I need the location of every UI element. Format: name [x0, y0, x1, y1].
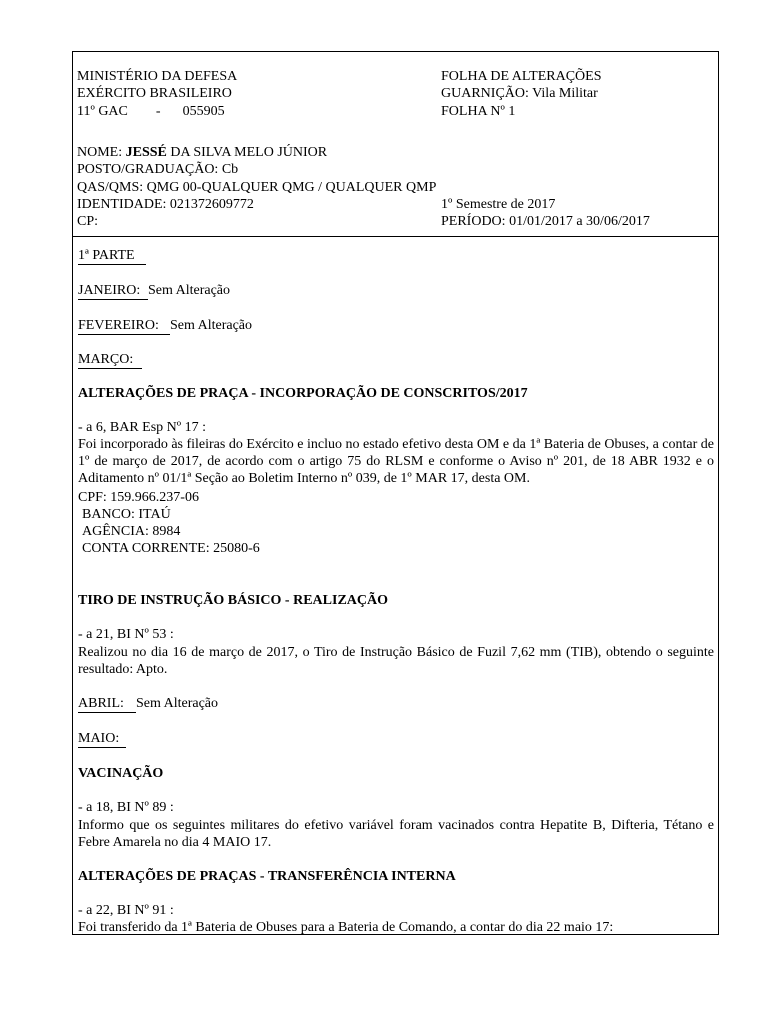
vaccination-reference: - a 18, BI Nº 89 : — [78, 800, 174, 815]
identity-line — [77, 197, 254, 213]
garrison-line — [441, 86, 598, 102]
agency-line: AGÊNCIA: 8984 — [82, 524, 181, 539]
qas-line: QAS/QMS: QMG 00-QUALQUER QMG / QUALQUER QMP — [77, 180, 437, 195]
document-body — [73, 237, 718, 934]
account-line: CONTA CORRENTE: 25080-6 — [82, 541, 260, 556]
march-text: Foi incorporado às fileiras do Exército e incluo no estado efetivo desta OM e da 1ª Bateria de Obuses, a contar de 1º de março de 2017, de acordo com o artigo 75 do RLSM e conforme o Aviso nº 201, de 18 ABR 1932 e o Aditamento nº 01/1ª Seção ao Boletim Interno nº 039, de 1º MAR 17, desta OM. — [78, 437, 714, 486]
sheet-number: FOLHA Nº 1 — [441, 104, 516, 119]
tib-heading: TIRO DE INSTRUÇÃO BÁSICO - REALIZAÇÃO — [78, 593, 388, 608]
april-value: Sem Alteração — [136, 696, 219, 711]
name-first: JESSÉ — [125, 145, 167, 160]
part-label: 1ª PARTE — [78, 248, 146, 265]
name-label: NOME: — [77, 145, 123, 160]
vaccination-heading: VACINAÇÃO — [78, 766, 164, 781]
unit-separator: - — [155, 104, 161, 119]
may-line — [78, 731, 126, 748]
rank-value: Cb — [221, 162, 239, 177]
identity-value: 021372609772 — [169, 197, 254, 212]
name-rest: DA SILVA MELO JÚNIOR — [170, 145, 328, 160]
march-label: MARÇO: — [78, 352, 142, 369]
garrison-label: GUARNIÇÃO: — [441, 86, 529, 101]
period-label: PERÍODO: — [441, 214, 506, 229]
transfer-reference: - a 22, BI Nº 91 : — [78, 903, 174, 918]
may-label: MAIO: — [78, 731, 126, 748]
garrison-value: Vila Militar — [532, 86, 598, 101]
april-label: ABRIL: — [78, 696, 136, 713]
ministry-line: MINISTÉRIO DA DEFESA — [77, 69, 238, 84]
sheet-title: FOLHA DE ALTERAÇÕES — [441, 69, 602, 84]
document-header — [73, 52, 718, 237]
period-line — [441, 214, 650, 230]
part-heading — [78, 248, 146, 265]
february-value: Sem Alteração — [170, 318, 253, 333]
vaccination-text: Informo que os seguintes militares do efetivo variável foram vacinados contra Hepatite B, Difteria, Tétano e Febre Amarela no dia 4 MAIO 17. — [78, 818, 714, 850]
period-value: 01/01/2017 a 30/06/2017 — [509, 214, 650, 229]
unit-code: 055905 — [182, 104, 225, 119]
transfer-heading: ALTERAÇÕES DE PRAÇAS - TRANSFERÊNCIA INTERNA — [78, 869, 456, 884]
identity-label: IDENTIDADE: — [77, 197, 167, 212]
april-line — [78, 696, 218, 713]
january-label: JANEIRO: — [78, 283, 148, 300]
name-line — [77, 145, 327, 161]
january-value: Sem Alteração — [148, 283, 231, 298]
rank-label: POSTO/GRADUAÇÃO: — [77, 162, 219, 177]
february-label: FEVEREIRO: — [78, 318, 170, 335]
tib-text: Realizou no dia 16 de março de 2017, o Tiro de Instrução Básico de Fuzil 7,62 mm (TIB), obtendo o seguinte resultado: Apto. — [78, 645, 714, 677]
tib-reference: - a 21, BI Nº 53 : — [78, 627, 174, 642]
january-line — [78, 283, 230, 300]
army-line: EXÉRCITO BRASILEIRO — [77, 86, 232, 101]
march-line — [78, 352, 142, 369]
semester: 1º Semestre de 2017 — [441, 197, 556, 212]
rank-line — [77, 162, 238, 178]
march-reference: - a 6, BAR Esp Nº 17 : — [78, 420, 207, 435]
march-heading: ALTERAÇÕES DE PRAÇA - INCORPORAÇÃO DE CONSCRITOS/2017 — [78, 386, 528, 401]
february-line — [78, 318, 252, 335]
unit-line — [77, 104, 225, 120]
document-frame — [72, 51, 719, 935]
cpf-line: CPF: 159.966.237-06 — [78, 490, 199, 505]
unit-name: 11º GAC — [77, 104, 128, 119]
bank-line: BANCO: ITAÚ — [82, 507, 171, 522]
transfer-text: Foi transferido da 1ª Bateria de Obuses para a Bateria de Comando, a contar do dia 22 maio 17: — [78, 920, 614, 934]
cp-line: CP: — [77, 214, 99, 229]
